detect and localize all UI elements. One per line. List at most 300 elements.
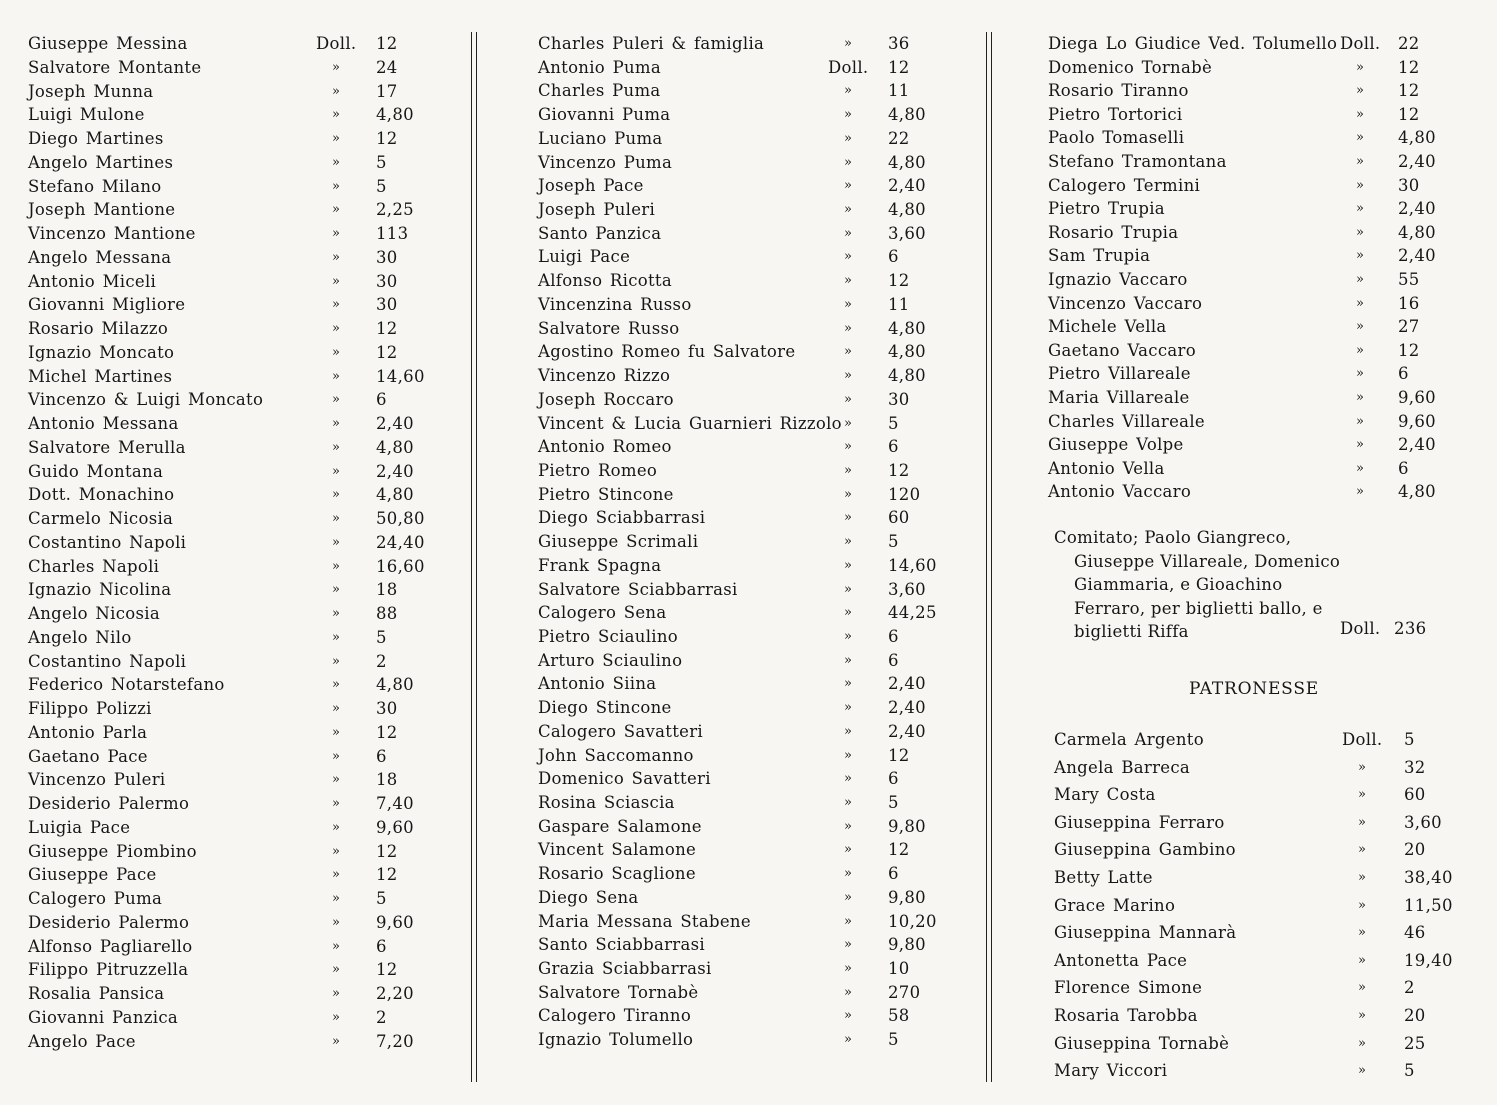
donor-name: Rosario Tiranno (1048, 81, 1189, 101)
ditto-mark: » (332, 653, 341, 669)
ditto-mark: » (1356, 460, 1365, 476)
donor-row (1048, 150, 1468, 174)
donor-name: Giuseppe Pace (28, 865, 157, 885)
ditto-mark: » (844, 534, 853, 550)
donor-row (1054, 864, 1474, 892)
donor-name: Vincenzo Puma (538, 152, 673, 172)
donor-name: Santo Panzica (538, 223, 662, 243)
amount: 30 (376, 247, 398, 267)
amount: 10,20 (888, 911, 937, 931)
amount: 22 (888, 128, 910, 148)
donor-name: Salvatore Tornabè (538, 982, 699, 1002)
amount: 113 (376, 224, 409, 243)
donor-row (538, 625, 958, 649)
donor-row (28, 626, 448, 650)
donor-name: Alfonso Ricotta (538, 271, 672, 291)
donor-name: Pietro Villareale (1048, 364, 1191, 384)
donor-name: Ignazio Nicolina (28, 580, 172, 600)
donor-row (538, 910, 958, 934)
donor-name: Calogero Sena (538, 603, 667, 623)
donor-row (1048, 410, 1468, 434)
donor-row (1054, 809, 1474, 837)
ditto-mark: » (1358, 925, 1367, 941)
ditto-mark: » (1356, 201, 1365, 217)
donor-name: Giuseppe Scrimali (538, 532, 699, 552)
donor-row (538, 79, 958, 103)
donor-name: Vincenzo & Luigi Moncato (28, 390, 264, 410)
donor-name: Diega Lo Giudice Ved. Tolumello (1048, 34, 1338, 53)
ditto-mark: » (844, 984, 853, 1000)
amount: 2 (376, 1007, 387, 1027)
amount: 11 (888, 81, 910, 101)
donor-row (28, 103, 448, 127)
ditto-mark: » (332, 891, 341, 906)
amount: 5 (888, 793, 899, 812)
amount: 14,60 (376, 366, 425, 386)
ditto-mark: » (332, 83, 341, 99)
donor-row (28, 673, 448, 697)
amount: 4,80 (888, 318, 926, 338)
amount: 4,80 (376, 437, 414, 457)
donor-row (538, 862, 958, 886)
ditto-mark: » (332, 439, 341, 455)
donor-row (538, 506, 958, 530)
donor-name: Joseph Munna (28, 81, 154, 101)
donor-row (538, 530, 958, 554)
ditto-mark: » (332, 1009, 341, 1025)
donor-row (538, 886, 958, 910)
amount: 9,60 (376, 912, 414, 932)
donor-name: Arturo Sciaulino (538, 650, 683, 670)
amount: 60 (888, 508, 910, 528)
donor-name: Filippo Polizzi (28, 699, 152, 718)
ditto-mark: » (1356, 271, 1365, 287)
ditto-mark: » (844, 937, 853, 953)
amount: 2 (376, 651, 387, 671)
ditto-mark: » (1356, 130, 1365, 146)
donor-row (1054, 754, 1474, 782)
amount: 6 (888, 247, 899, 267)
donor-row (538, 1028, 958, 1052)
ditto-mark: » (332, 962, 341, 978)
amount: 5 (1404, 1061, 1415, 1081)
ditto-mark: » (332, 986, 341, 1001)
amount: 270 (888, 982, 921, 1002)
amount: 12 (888, 57, 910, 77)
donor-name: Rosario Milazzo (28, 319, 169, 338)
amount: 5 (376, 152, 387, 172)
donor-name: Michel Martines (28, 366, 173, 386)
donor-name: Giovanni Migliore (28, 295, 186, 315)
ditto-mark: » (1356, 153, 1365, 169)
donor-name: Ignazio Vaccaro (1048, 269, 1188, 289)
donor-row (28, 650, 448, 674)
donor-name: Domenico Tornabè (1048, 57, 1213, 77)
ditto-mark: » (1356, 389, 1365, 405)
ditto-mark: » (844, 866, 853, 882)
donor-name: John Saccomanno (538, 745, 694, 765)
ditto-mark: » (332, 131, 341, 146)
column-divider (986, 32, 992, 1082)
donor-name: Gaetano Pace (28, 746, 148, 766)
donor-row (1048, 480, 1468, 504)
amount: 5 (1404, 730, 1415, 749)
amount: 9,60 (1398, 387, 1436, 407)
ditto-mark: » (1358, 897, 1367, 913)
donor-name: Angelo Nilo (28, 627, 132, 647)
ditto-mark: » (332, 59, 341, 75)
donor-row (1048, 433, 1468, 457)
amount: 24 (376, 57, 398, 77)
amount: 14,60 (888, 555, 937, 575)
donor-row (1054, 1002, 1474, 1030)
ditto-mark: » (844, 747, 853, 763)
donor-name: Antonio Miceli (28, 271, 157, 291)
donor-name: Angelo Messana (28, 247, 172, 267)
currency-label: Doll. (316, 34, 357, 53)
donor-row (28, 982, 448, 1006)
ditto-mark: » (844, 961, 853, 977)
amount: 12 (376, 865, 398, 885)
amount: 2,40 (1398, 151, 1436, 171)
donor-name: Diego Martines (28, 129, 164, 148)
donor-row (538, 933, 958, 957)
donor-name: Antonio Romeo (538, 437, 672, 457)
donor-name: Stefano Milano (28, 176, 162, 196)
donor-name: Antonio Vella (1048, 458, 1165, 478)
donor-name: Rosina Sciascia (538, 793, 675, 812)
donor-name: Gaetano Vaccaro (1048, 340, 1196, 360)
donor-name: Santo Sciabbarrasi (538, 935, 705, 955)
amount: 2,25 (376, 200, 414, 220)
donor-row (28, 365, 448, 389)
donor-name: Frank Spagna (538, 555, 662, 575)
amount: 236 (1394, 619, 1427, 638)
donor-name: Pietro Tortorici (1048, 104, 1183, 124)
amount: 12 (376, 319, 398, 338)
donor-row (1054, 781, 1474, 809)
amount: 6 (888, 626, 899, 646)
amount: 2,40 (376, 461, 414, 481)
donor-name: Domenico Savatteri (538, 769, 711, 789)
amount: 12 (376, 342, 398, 362)
donor-name: Ignazio Tolumello (538, 1030, 694, 1050)
donor-name: Giuseppina Gambino (1054, 840, 1236, 860)
donor-row (1048, 174, 1468, 198)
ditto-mark: » (332, 558, 341, 574)
ditto-mark: » (844, 795, 853, 810)
donor-name: Salvatore Montante (28, 57, 202, 77)
donor-row (1048, 386, 1468, 410)
ditto-mark: » (844, 415, 853, 431)
amount: 2,40 (888, 721, 926, 741)
donor-name: Diego Sena (538, 887, 639, 907)
donor-name: Vincenzo Puleri (28, 770, 166, 790)
ditto-mark: » (844, 344, 853, 360)
donor-row (1048, 126, 1468, 150)
amount: 120 (888, 484, 921, 504)
donor-row (538, 554, 958, 578)
ditto-mark: » (332, 416, 341, 431)
amount: 2,40 (888, 176, 926, 196)
donor-row (28, 388, 448, 412)
donor-name: Grazia Sciabbarrasi (538, 959, 712, 979)
donor-row (28, 745, 448, 769)
amount: 27 (1398, 317, 1420, 337)
amount: 3,60 (888, 579, 926, 599)
ditto-mark: » (332, 724, 341, 740)
column-divider (471, 32, 477, 1082)
donor-name: Pietro Stincone (538, 484, 674, 504)
amount: 11 (888, 294, 910, 314)
donor-name: Rosalia Pansica (28, 984, 165, 1003)
ditto-mark: » (332, 511, 341, 526)
donor-row (538, 293, 958, 317)
donor-row (538, 578, 958, 602)
donor-row (28, 555, 448, 579)
amount: 12 (1398, 340, 1420, 360)
donor-row (28, 460, 448, 484)
donor-column-1 (28, 32, 448, 1053)
donor-name: Grace Marino (1054, 895, 1176, 915)
amount: 4,80 (376, 675, 414, 695)
donor-name: Joseph Mantione (28, 200, 176, 220)
donor-name: Vincent & Lucia Guarnieri Rizzolo (538, 413, 842, 433)
donor-row (538, 483, 958, 507)
ditto-mark: » (844, 676, 853, 692)
donor-row (28, 175, 448, 199)
donor-row (28, 317, 448, 341)
amount: 17 (376, 81, 398, 101)
donor-column-3 (1048, 32, 1468, 504)
amount: 5 (376, 889, 387, 908)
amount: 5 (376, 627, 387, 647)
ditto-mark: » (332, 226, 341, 241)
amount: 22 (1398, 34, 1420, 53)
amount: 2,40 (376, 414, 414, 433)
amount: 2,20 (376, 984, 414, 1003)
amount: 5 (888, 532, 899, 552)
donor-row (28, 32, 448, 56)
amount: 30 (376, 699, 398, 718)
amount: 55 (1398, 269, 1420, 289)
ditto-mark: » (844, 818, 853, 834)
ditto-mark: » (844, 510, 853, 526)
ditto-mark: » (844, 296, 853, 312)
donor-row (28, 270, 448, 294)
donor-column-2 (538, 32, 958, 1052)
donor-name: Antonio Parla (28, 722, 148, 742)
amount: 4,80 (888, 366, 926, 386)
donor-name: Pietro Sciaulino (538, 626, 679, 646)
donor-row (28, 341, 448, 365)
donor-row (28, 483, 448, 507)
ditto-mark: » (1356, 177, 1365, 193)
donor-row (28, 127, 448, 151)
donor-row (538, 767, 958, 791)
currency-label: Doll. (1340, 619, 1381, 638)
ditto-mark: » (1356, 437, 1365, 453)
amount: 12 (888, 460, 910, 480)
ditto-mark: » (844, 486, 853, 502)
amount: 2 (1404, 978, 1415, 998)
amount: 9,80 (888, 887, 926, 907)
ditto-mark: » (844, 391, 853, 407)
amount: 12 (888, 840, 910, 860)
ditto-mark: » (844, 439, 853, 455)
amount: 6 (376, 936, 387, 956)
ditto-mark: » (844, 462, 853, 478)
donor-row (1048, 103, 1468, 127)
donor-row (28, 198, 448, 222)
amount: 30 (376, 295, 398, 315)
donor-name: Dott. Monachino (28, 485, 175, 505)
donor-name: Diego Sciabbarrasi (538, 508, 706, 528)
donor-name: Costantino Napoli (28, 532, 187, 552)
donor-row (28, 222, 448, 246)
donor-name: Antonio Puma (538, 57, 662, 77)
donor-name: Antonetta Pace (1054, 950, 1188, 970)
donor-row (538, 56, 958, 80)
amount: 4,80 (888, 105, 926, 125)
donor-row (1048, 457, 1468, 481)
amount: 11,50 (1404, 895, 1453, 915)
donor-row (538, 245, 958, 269)
ditto-mark: » (1356, 319, 1365, 335)
donor-name: Luigi Pace (538, 247, 631, 267)
ditto-mark: » (844, 107, 853, 123)
ditto-mark: » (844, 771, 853, 787)
donor-name: Rosario Scaglione (538, 864, 696, 884)
ditto-mark: » (1358, 1007, 1367, 1023)
donor-name: Paolo Tomaselli (1048, 128, 1185, 148)
donor-row (28, 56, 448, 80)
donor-row (538, 672, 958, 696)
donor-row (1048, 197, 1468, 221)
ditto-mark: » (844, 178, 853, 194)
ditto-mark: » (332, 582, 341, 598)
amount: 32 (1404, 757, 1426, 777)
amount: 18 (376, 580, 398, 600)
amount: 2,40 (1398, 199, 1436, 219)
ditto-mark: » (332, 914, 341, 930)
amount: 6 (888, 769, 899, 789)
ditto-mark: » (844, 557, 853, 573)
section-heading: PATRONESSE (1189, 679, 1319, 699)
donor-row (1048, 221, 1468, 245)
donor-name: Maria Villareale (1048, 387, 1190, 407)
donor-name: Salvatore Russo (538, 318, 680, 338)
amount: 12 (1398, 104, 1420, 124)
ditto-mark: » (844, 605, 853, 621)
donor-name: Calogero Tiranno (538, 1006, 692, 1026)
ditto-mark: » (844, 154, 853, 170)
ditto-mark: » (332, 938, 341, 954)
ditto-mark: » (844, 1008, 853, 1024)
donor-row (538, 435, 958, 459)
donor-row (28, 578, 448, 602)
donor-name: Betty Latte (1054, 867, 1153, 887)
amount: 4,80 (888, 152, 926, 172)
currency-label: Doll. (828, 57, 869, 77)
amount: 16 (1398, 293, 1420, 313)
ditto-mark: » (844, 273, 853, 289)
comitato-amount (1340, 619, 1426, 638)
donor-name: Carmela Argento (1054, 730, 1204, 749)
donor-name: Antonio Messana (28, 414, 179, 433)
ditto-mark: » (844, 842, 853, 858)
donor-name: Mary Viccori (1054, 1061, 1168, 1081)
ditto-mark: » (332, 202, 341, 218)
donor-name: Angelo Martines (28, 152, 174, 172)
amount: 6 (1398, 364, 1409, 384)
donor-name: Joseph Roccaro (538, 389, 674, 409)
donor-row (538, 649, 958, 673)
donor-row (28, 863, 448, 887)
amount: 2,40 (1398, 435, 1436, 455)
amount: 7,40 (376, 794, 414, 813)
donor-row (28, 840, 448, 864)
donor-row (1048, 292, 1468, 316)
donor-name: Ignazio Moncato (28, 342, 175, 362)
amount: 9,60 (376, 817, 414, 837)
amount: 9,60 (1398, 411, 1436, 431)
ditto-mark: » (844, 913, 853, 929)
amount: 2,40 (888, 674, 926, 694)
donor-name: Calogero Savatteri (538, 721, 703, 741)
amount: 6 (888, 437, 899, 457)
ditto-mark: » (1358, 952, 1367, 968)
donor-row (538, 103, 958, 127)
donor-name: Florence Simone (1054, 978, 1203, 998)
amount: 5 (888, 1030, 899, 1050)
donor-row (28, 792, 448, 816)
donor-name: Angela Barreca (1054, 757, 1191, 777)
ditto-mark: » (1358, 869, 1367, 885)
ditto-mark: » (1356, 248, 1365, 264)
ditto-mark: » (1356, 366, 1365, 382)
ditto-mark: » (332, 867, 341, 883)
ditto-mark: » (1356, 413, 1365, 429)
donor-name: Angelo Nicosia (28, 604, 160, 623)
ditto-mark: » (1358, 980, 1367, 996)
donor-name: Charles Villareale (1048, 411, 1205, 431)
ditto-mark: » (332, 463, 341, 479)
donor-name: Pietro Romeo (538, 460, 658, 480)
amount: 7,20 (376, 1031, 414, 1051)
donor-name: Calogero Puma (28, 889, 163, 908)
donor-name: Vincenzo Vaccaro (1048, 293, 1203, 313)
ditto-mark: » (844, 36, 853, 51)
donor-row (28, 436, 448, 460)
donor-name: Vincenzo Rizzo (538, 366, 671, 386)
amount: 30 (888, 389, 910, 409)
donor-row (538, 388, 958, 412)
amount: 20 (1404, 840, 1426, 860)
amount: 50,80 (376, 509, 425, 528)
donor-row (538, 32, 958, 56)
donor-row (538, 222, 958, 246)
amount: 12 (888, 745, 910, 765)
amount: 88 (376, 604, 398, 623)
amount: 4,80 (888, 200, 926, 220)
ditto-mark: » (332, 344, 341, 360)
amount: 36 (888, 34, 910, 53)
donor-row (28, 80, 448, 104)
ditto-mark: » (844, 368, 853, 384)
amount: 3,60 (888, 223, 926, 243)
amount: 38,40 (1404, 867, 1453, 887)
